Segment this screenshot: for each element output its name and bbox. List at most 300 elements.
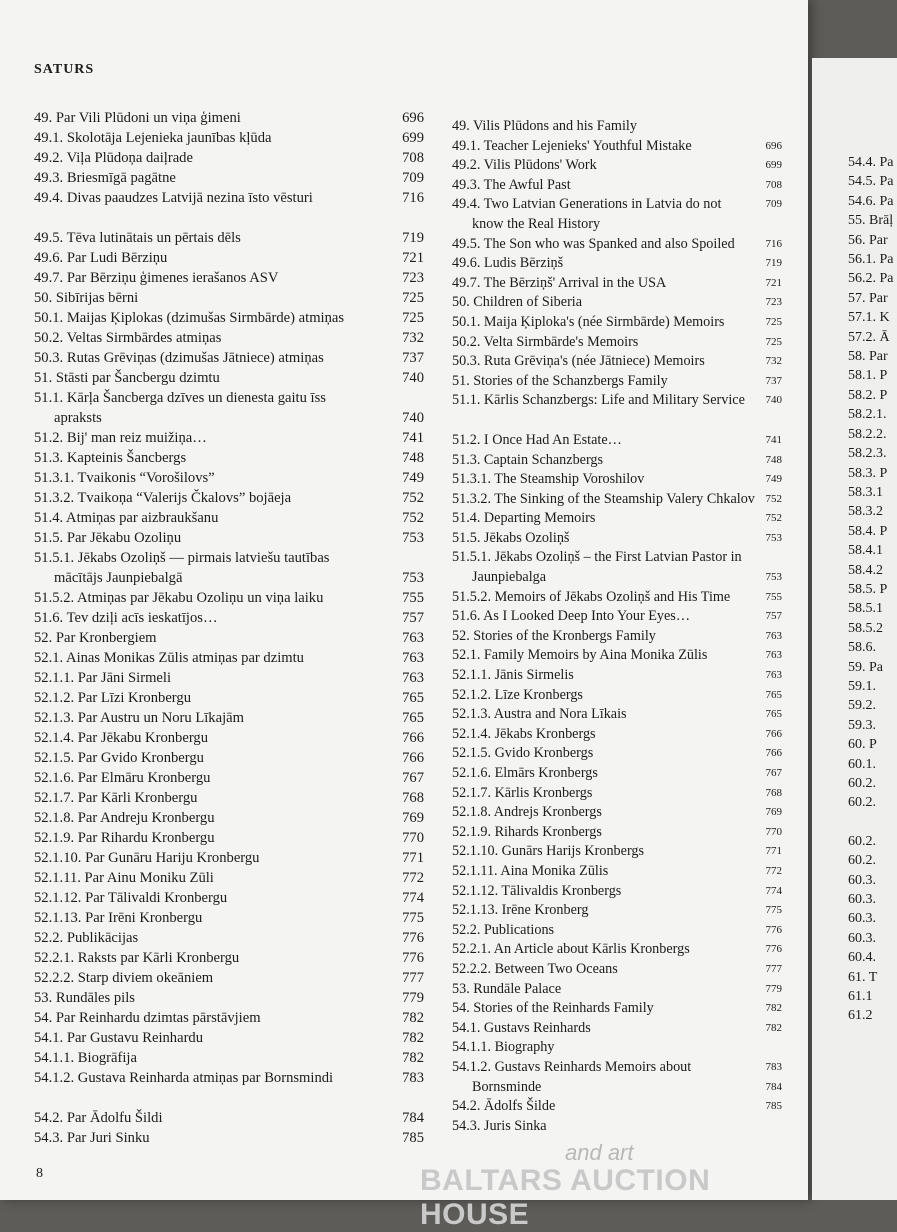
toc-entry-page: 766	[402, 730, 424, 746]
next-page-entry: 60.2.	[848, 776, 876, 791]
toc-entry-page: 725	[765, 335, 782, 348]
toc-entry	[34, 1068, 424, 1088]
toc-entry-title: 49.3. Briesmīgā pagātne	[34, 170, 176, 186]
toc-entry-page: 782	[402, 1050, 424, 1066]
toc-entry-title: 52.2. Publikācijas	[34, 930, 139, 946]
toc-entry	[34, 728, 424, 748]
toc-entry-page: 766	[765, 727, 782, 740]
toc-entry-page: 740	[765, 394, 782, 407]
toc-entry-title: apraksts	[54, 410, 102, 426]
toc-entry-title: 52.1.7. Par Kārli Kronbergu	[34, 790, 198, 806]
toc-entry	[452, 313, 782, 333]
next-page-entry: 57. Par	[848, 290, 888, 306]
toc-entry-page: 719	[402, 230, 424, 246]
next-page-entry: 60.3.	[848, 892, 876, 908]
toc-entry	[452, 568, 782, 588]
toc-entry	[34, 428, 424, 448]
toc-entry	[452, 156, 782, 176]
toc-entry-page: 769	[402, 810, 424, 826]
toc-entry-title: 53. Rundāles pils	[34, 990, 135, 1006]
toc-entry	[452, 784, 782, 804]
toc-entry-page: 725	[402, 310, 424, 326]
toc-entry-page: 770	[402, 830, 424, 846]
toc-entry-page: 782	[765, 1021, 782, 1034]
toc-entry	[34, 768, 424, 788]
toc-entry	[452, 1038, 782, 1058]
toc-entry	[452, 686, 782, 706]
toc-entry-title: 52.1.9. Rihards Kronbergs	[452, 823, 602, 840]
toc-entry-title: 52.1.3. Par Austru un Noru Līkajām	[34, 710, 244, 726]
toc-entry-page: 776	[402, 950, 424, 966]
toc-entry-page: 749	[765, 473, 782, 486]
toc-entry-page: 741	[765, 433, 782, 446]
toc-entry-title: 49. Vilis Plūdons and his Family	[452, 118, 637, 134]
next-page-entry: 59.1.	[848, 678, 876, 694]
toc-entry	[452, 980, 782, 1000]
toc-entry-title: 52.1.4. Jēkabs Kronbergs	[452, 725, 596, 742]
toc-entry	[452, 705, 782, 725]
toc-entry-title: 51.5.2. Atmiņas par Jēkabu Ozoliņu un viņa laiku	[34, 590, 324, 606]
next-page-entry: 58.4.1	[848, 543, 883, 559]
toc-entry-page: 776	[765, 943, 782, 956]
toc-entry-page: 774	[765, 884, 782, 897]
toc-entry-title: 50.1. Maija Ķiploka's (née Sirmbārde) Memoirs	[452, 313, 725, 330]
toc-entry-page: 721	[765, 276, 782, 289]
next-page-entry: 60. P	[848, 737, 877, 753]
toc-entry-title: 54.3. Juris Sinka	[452, 1117, 547, 1134]
toc-entry-title: 52.1.5. Par Gvido Kronbergu	[34, 750, 204, 766]
toc-entry	[34, 148, 424, 168]
toc-entry-page: 752	[765, 492, 782, 505]
toc-entry-title: 51.6. Tev dziļi acīs ieskatījos…	[34, 610, 218, 626]
toc-entry	[34, 968, 424, 988]
toc-entry-title: 53. Rundāle Palace	[452, 980, 562, 997]
next-page-entry: 56.1. Pa	[848, 252, 894, 268]
toc-entry-page: 763	[765, 649, 782, 662]
toc-entry-title: 52.2.2. Starp diviem okeāniem	[34, 970, 214, 986]
toc-entry	[34, 488, 424, 508]
toc-entry	[452, 1097, 782, 1117]
toc-entry	[452, 431, 782, 451]
toc-entry	[34, 868, 424, 888]
toc-entry	[34, 128, 424, 148]
toc-entry	[34, 608, 424, 628]
toc-entry-title: 52.1.10. Par Gunāru Hariju Kronbergu	[34, 850, 260, 866]
toc-entry	[452, 137, 782, 157]
watermark-line-1: and art	[565, 1140, 634, 1165]
toc-entry-title: 52.1.1. Par Jāni Sirmeli	[34, 670, 172, 686]
toc-entry-page: 772	[765, 864, 782, 877]
toc-entry-title: 52.1.10. Gunārs Harijs Kronbergs	[452, 843, 645, 860]
toc-entry-title: 51.4. Departing Memoirs	[452, 510, 596, 527]
toc-entry-page: 708	[402, 150, 424, 166]
toc-entry-title: 51.1. Kārļa Šancberga dzīves un dienesta gaitu īss	[34, 390, 326, 406]
toc-entry	[452, 509, 782, 529]
toc-entry-title: 51.4. Atmiņas par aizbraukšanu	[34, 510, 219, 526]
next-page-entry: 60.3.	[848, 872, 876, 888]
toc-entry-page: 737	[402, 350, 424, 366]
toc-entry-page: 776	[765, 923, 782, 936]
toc-entry-page: 768	[402, 790, 424, 806]
page-number: 8	[36, 1166, 43, 1181]
toc-entry	[34, 288, 424, 308]
toc-entry-page: 740	[402, 370, 424, 386]
toc-entry	[34, 1128, 424, 1148]
toc-entry-title: 49.6. Ludis Bērziņš	[452, 255, 564, 272]
toc-entry	[452, 764, 782, 784]
next-page-entry: 60.2.	[848, 795, 876, 811]
toc-entry-page: 755	[765, 590, 782, 603]
next-page-entry: 59.2.	[848, 698, 876, 714]
toc-entry-title: 51.5.1. Jēkabs Ozoliņš — pirmais latviešu tautības	[34, 550, 330, 566]
toc-entry-page: 699	[765, 159, 782, 172]
toc-entry-page: 775	[765, 904, 782, 917]
toc-entry-page: 777	[402, 970, 424, 986]
toc-entry	[452, 666, 782, 686]
toc-entry-title: 52.2.1. An Article about Kārlis Kronbergs	[452, 941, 690, 958]
toc-entry-page: 708	[765, 178, 782, 191]
toc-entry-title: 51.3.1. Tvaikonis “Vorošilovs”	[34, 470, 215, 486]
toc-entry	[452, 646, 782, 666]
toc-entry	[34, 688, 424, 708]
toc-entry	[452, 1058, 782, 1078]
toc-spacer	[34, 1088, 424, 1108]
toc-entry-page: 771	[765, 845, 782, 858]
next-page-entry: 58.3.2	[848, 504, 883, 520]
next-page-entry: 58.5.1	[848, 601, 883, 617]
toc-entry	[452, 607, 782, 627]
toc-entry-title: 49.3. The Awful Past	[452, 176, 571, 193]
next-page-entry: 57.1. K	[848, 310, 890, 326]
toc-entry-page: 723	[402, 270, 424, 286]
toc-entry-title: 51.2. I Once Had An Estate…	[452, 431, 622, 448]
toc-entry-page: 769	[765, 806, 782, 819]
toc-entry	[452, 490, 782, 510]
toc-entry	[34, 328, 424, 348]
toc-entry-title: 54.2. Par Ādolfu Šildi	[34, 1110, 163, 1126]
next-page-entry: 58.4.2	[848, 562, 883, 578]
toc-entry-page: 775	[402, 910, 424, 926]
toc-spacer	[452, 411, 782, 431]
toc-entry-page: 784	[765, 1080, 782, 1093]
toc-entry-title: 52.1. Ainas Monikas Zūlis atmiņas par dzimtu	[34, 650, 304, 666]
toc-entry	[452, 803, 782, 823]
toc-entry	[452, 744, 782, 764]
toc-spacer	[34, 208, 424, 228]
toc-entry-page: 752	[402, 510, 424, 526]
toc-entry-page: 753	[765, 571, 782, 584]
toc-entry-page: 723	[765, 296, 782, 309]
toc-entry-page: 709	[765, 198, 782, 211]
toc-entry-title: 54. Par Reinhardu dzimtas pārstāvjiem	[34, 1010, 261, 1026]
toc-entry-page: 783	[765, 1060, 782, 1073]
toc-entry	[452, 254, 782, 274]
next-page-entry: 61.2	[848, 1008, 873, 1024]
next-page-entry: 58.5. P	[848, 581, 888, 597]
toc-entry	[34, 648, 424, 668]
toc-entry-page: 767	[765, 767, 782, 779]
toc-entry-title: 54. Stories of the Reinhards Family	[452, 1000, 654, 1017]
toc-entry-title: 50.3. Rutas Grēviņas (dzimušas Jātniece) atmiņas	[34, 350, 324, 366]
toc-entry-title: 54.1.2. Gustava Reinharda atmiņas par Bornsmindi	[34, 1070, 334, 1086]
toc-entry-title: 52.1.13. Irēne Kronberg	[452, 902, 589, 919]
toc-entry-title: mācītājs Jaunpiebalgā	[54, 570, 183, 586]
toc-entry-page: 732	[402, 330, 424, 346]
toc-entry-page: 740	[402, 410, 424, 426]
toc-entry-page: 765	[765, 688, 782, 701]
toc-entry	[34, 1048, 424, 1068]
next-page-entry: 61. T	[848, 969, 878, 985]
next-page-entry: 60.2.	[848, 833, 876, 849]
next-page-entry: 58.1. P	[848, 368, 888, 384]
toc-entry	[452, 901, 782, 921]
toc-entry	[34, 468, 424, 488]
toc-entry-page: 782	[765, 1002, 782, 1015]
toc-entry	[34, 188, 424, 208]
toc-latvian-column	[34, 108, 424, 1148]
toc-entry-title: 50.2. Veltas Sirmbārdes atmiņas	[34, 330, 222, 346]
toc-entry-title: 54.1.1. Biogrāfija	[34, 1050, 137, 1066]
toc-entry-title: 49.5. Tēva lutinātais un pērtais dēls	[34, 230, 241, 246]
toc-entry	[34, 528, 424, 548]
toc-entry-page: 757	[765, 610, 782, 623]
toc-entry-title: 51.3.2. Tvaikoņa “Valerijs Čkalovs” bojāeja	[34, 490, 292, 506]
toc-entry-page: 721	[402, 250, 424, 266]
next-page-entry: 54.4. Pa	[848, 155, 894, 170]
toc-entry	[34, 588, 424, 608]
toc-entry-page: 757	[402, 610, 424, 626]
toc-entry-page: 753	[402, 570, 424, 586]
toc-entry-page: 767	[402, 770, 424, 786]
toc-entry-title: 49.2. Viļa Plūdoņa daiļrade	[34, 150, 193, 166]
toc-entry-title: 51.3. Kapteinis Šancbergs	[34, 450, 187, 466]
toc-entry-title: 51.1. Kārlis Schanzbergs: Life and Military Service	[452, 392, 745, 409]
toc-entry	[452, 999, 782, 1019]
toc-entry	[452, 882, 782, 902]
toc-entry	[34, 628, 424, 648]
toc-entry	[452, 372, 782, 392]
toc-entry-page: 772	[402, 870, 424, 886]
next-page-entry: 58.6.	[848, 640, 876, 656]
toc-entry-title: 52.1.11. Par Ainu Moniku Zūli	[34, 870, 214, 886]
next-page-entry: 60.4.	[848, 950, 876, 966]
toc-entry-title: 51. Stāsti par Šancbergu dzimtu	[34, 370, 220, 386]
toc-entry-page: 770	[765, 825, 782, 838]
next-page-entry: 59. Pa	[848, 659, 883, 675]
next-page-entry: 57.2. Ā	[848, 329, 890, 345]
toc-entry	[34, 808, 424, 828]
next-page-entry: 58.2.2.	[848, 426, 887, 442]
toc-entry-title: 54.1. Gustavs Reinhards	[452, 1019, 591, 1036]
toc-entry-page: 785	[765, 1100, 782, 1113]
toc-entry-title: 52.1.9. Par Rihardu Kronbergu	[34, 830, 215, 846]
toc-entry-page: 737	[765, 374, 782, 387]
toc-entry-page: 763	[402, 670, 424, 686]
toc-entry-title: 49.2. Vilis Plūdons' Work	[452, 157, 597, 174]
toc-entry-page: 777	[765, 962, 782, 975]
toc-entry-page: 765	[402, 690, 424, 706]
toc-entry	[34, 168, 424, 188]
toc-entry-page: 771	[402, 850, 424, 866]
toc-entry	[34, 848, 424, 868]
toc-entry	[34, 948, 424, 968]
toc-entry-title: 52.1.3. Austra and Nora Līkais	[452, 706, 627, 723]
toc-entry-page: 782	[402, 1030, 424, 1046]
toc-entry-page: 766	[765, 747, 782, 760]
toc-entry	[34, 388, 424, 408]
toc-entry-title: 52. Stories of the Kronbergs Family	[452, 627, 656, 644]
toc-entry-page: 696	[402, 110, 424, 126]
toc-entry	[34, 788, 424, 808]
toc-entry-page: 699	[402, 130, 424, 146]
toc-entry-title: 52.2.1. Raksts par Kārli Kronbergu	[34, 950, 240, 966]
toc-entry	[452, 293, 782, 313]
toc-entry	[452, 627, 782, 647]
toc-entry-page: 732	[765, 355, 782, 368]
next-page-entry: 54.5. Pa	[848, 174, 894, 190]
toc-entry	[34, 988, 424, 1008]
toc-entry	[452, 1078, 782, 1098]
next-page-entry: 58.3.1	[848, 484, 883, 500]
toc-entry-page: 719	[765, 257, 782, 270]
toc-entry	[34, 1008, 424, 1028]
toc-entry	[34, 928, 424, 948]
toc-entry	[452, 862, 782, 882]
toc-entry-page: 752	[402, 490, 424, 506]
toc-entry-title: 54.3. Par Juri Sinku	[34, 1130, 150, 1146]
toc-entry	[452, 548, 782, 568]
toc-entry-page: 748	[765, 453, 782, 466]
next-page-entry: 60.3.	[848, 911, 876, 927]
toc-entry	[452, 352, 782, 372]
toc-entry	[34, 668, 424, 688]
toc-entry-title: 51.2. Bij' man reiz muižiņa…	[34, 430, 207, 446]
toc-entry-title: 54.2. Ādolfs Šilde	[452, 1098, 556, 1115]
watermark-line-2: BALTARS AUCTION HOUSE	[420, 1164, 711, 1231]
toc-entry-page: 763	[765, 629, 782, 642]
toc-entry-title: 49.1. Skolotāja Lejenieka jaunības kļūda	[34, 130, 272, 146]
toc-entry	[452, 274, 782, 294]
toc-entry-page: 763	[765, 669, 782, 682]
toc-entry-page: 765	[402, 710, 424, 726]
toc-entry-title: 51.5. Jēkabs Ozoliņš	[452, 529, 570, 546]
toc-entry-title: 52.1.12. Par Tālivaldi Kronbergu	[34, 890, 228, 906]
toc-entry-page: 768	[765, 786, 782, 799]
toc-entry-title: 50.3. Ruta Grēviņa's (née Jātniece) Memoirs	[452, 353, 705, 370]
toc-entry	[34, 508, 424, 528]
toc-entry	[452, 215, 782, 235]
next-page-entry: 60.1.	[848, 756, 876, 772]
toc-entry	[34, 448, 424, 468]
toc-entry-page: 753	[765, 531, 782, 544]
toc-entry-title: 50.2. Velta Sirmbārde's Memoirs	[452, 333, 639, 350]
toc-entry-title: 52.1.7. Kārlis Kronbergs	[452, 784, 593, 801]
toc-entry-title: 52.1.11. Aina Monika Zūlis	[452, 862, 609, 879]
next-page-entry: 58.2.1.	[848, 407, 887, 423]
toc-entry	[452, 235, 782, 255]
toc-entry-page: 748	[402, 450, 424, 466]
next-page-entry: 54.6. Pa	[848, 193, 894, 209]
toc-entry-title: 52.1.2. Līze Kronbergs	[452, 686, 583, 703]
toc-entry-title: 49.7. Par Bērziņu ģimenes ierašanos ASV	[34, 270, 279, 286]
toc-entry	[34, 748, 424, 768]
toc-entry-page: 716	[402, 190, 424, 206]
toc-entry-page: 774	[402, 890, 424, 906]
toc-entry-title: 49. Par Vili Plūdoni un viņa ģimeni	[34, 110, 241, 126]
toc-entry-title: 52.1.2. Par Līzi Kronbergu	[34, 690, 191, 706]
toc-entry-page: 776	[402, 930, 424, 946]
toc-entry	[452, 588, 782, 608]
toc-entry	[452, 823, 782, 843]
toc-entry	[34, 348, 424, 368]
next-page-entry: 56.2. Pa	[848, 271, 894, 287]
toc-entry	[452, 960, 782, 980]
toc-next-page-column	[848, 153, 894, 1026]
toc-entry	[452, 1019, 782, 1039]
toc-entry	[34, 908, 424, 928]
toc-entry	[34, 568, 424, 588]
toc-entry-title: 51.3. Captain Schanzbergs	[452, 451, 604, 468]
toc-entry-title: 52.1.6. Elmārs Kronbergs	[452, 765, 598, 781]
toc-entry	[34, 1108, 424, 1128]
toc-entry-title: 50. Sibīrijas bērni	[34, 290, 139, 306]
toc-entry-title: 51.5.2. Memoirs of Jēkabs Ozoliņš and His Time	[452, 588, 731, 605]
toc-entry-title: 52.1.12. Tālivaldis Kronbergs	[452, 882, 622, 899]
toc-entry	[34, 368, 424, 388]
toc-entry-title: 54.1. Par Gustavu Reinhardu	[34, 1030, 204, 1046]
toc-entry-page: 763	[402, 630, 424, 646]
page-header: SATURS	[34, 62, 95, 77]
toc-entry-title: 52.1.5. Gvido Kronbergs	[452, 745, 594, 762]
toc-entry	[452, 451, 782, 471]
toc-entry-title: 51.3.2. The Sinking of the Steamship Valery Chkalov	[452, 490, 755, 507]
toc-entry	[34, 228, 424, 248]
toc-entry-title: 49.1. Teacher Lejenieks' Youthful Mistake	[452, 137, 692, 154]
toc-entry-page: 716	[765, 237, 782, 250]
next-page-entry: 59.3.	[848, 717, 876, 733]
toc-entry-page: 741	[402, 430, 424, 446]
toc-entry-title: 49.4. Two Latvian Generations in Latvia do not	[452, 196, 722, 213]
toc-entry	[452, 1117, 782, 1137]
toc-entry-page: 725	[402, 290, 424, 306]
toc-entry-page: 749	[402, 470, 424, 486]
toc-entry-title: Bornsminde	[472, 1078, 542, 1095]
toc-entry-title: 52.1.8. Andrejs Kronbergs	[452, 804, 602, 821]
next-page-entry	[848, 813, 894, 832]
toc-entry-title: 52.1.13. Par Irēni Kronbergu	[34, 910, 203, 926]
next-page-entry: 61.1	[848, 989, 873, 1005]
toc-entry	[34, 308, 424, 328]
next-page-entry: 60.2.	[848, 853, 876, 869]
toc-entry-title: 52.2.2. Between Two Oceans	[452, 960, 618, 977]
toc-entry	[452, 333, 782, 353]
toc-entry	[34, 408, 424, 428]
toc-entry-page: 784	[402, 1110, 424, 1126]
toc-entry-page: 752	[765, 512, 782, 525]
toc-entry-page: 766	[402, 750, 424, 766]
toc-entry-title: 51. Stories of the Schanzbergs Family	[452, 372, 668, 389]
watermark	[420, 1140, 820, 1231]
toc-entry-page: 783	[402, 1070, 424, 1086]
toc-entry	[452, 391, 782, 411]
toc-entry-page: 779	[402, 990, 424, 1006]
toc-entry	[34, 888, 424, 908]
toc-entry-page: 755	[402, 590, 424, 606]
toc-entry-title: 52.1. Family Memoirs by Aina Monika Zūlis	[452, 647, 708, 664]
next-page-entry: 58.2.3.	[848, 446, 887, 462]
toc-entry-title: 49.6. Par Ludi Bērziņu	[34, 250, 168, 266]
toc-entry-title: 54.1.2. Gustavs Reinhards Memoirs about	[452, 1058, 692, 1075]
